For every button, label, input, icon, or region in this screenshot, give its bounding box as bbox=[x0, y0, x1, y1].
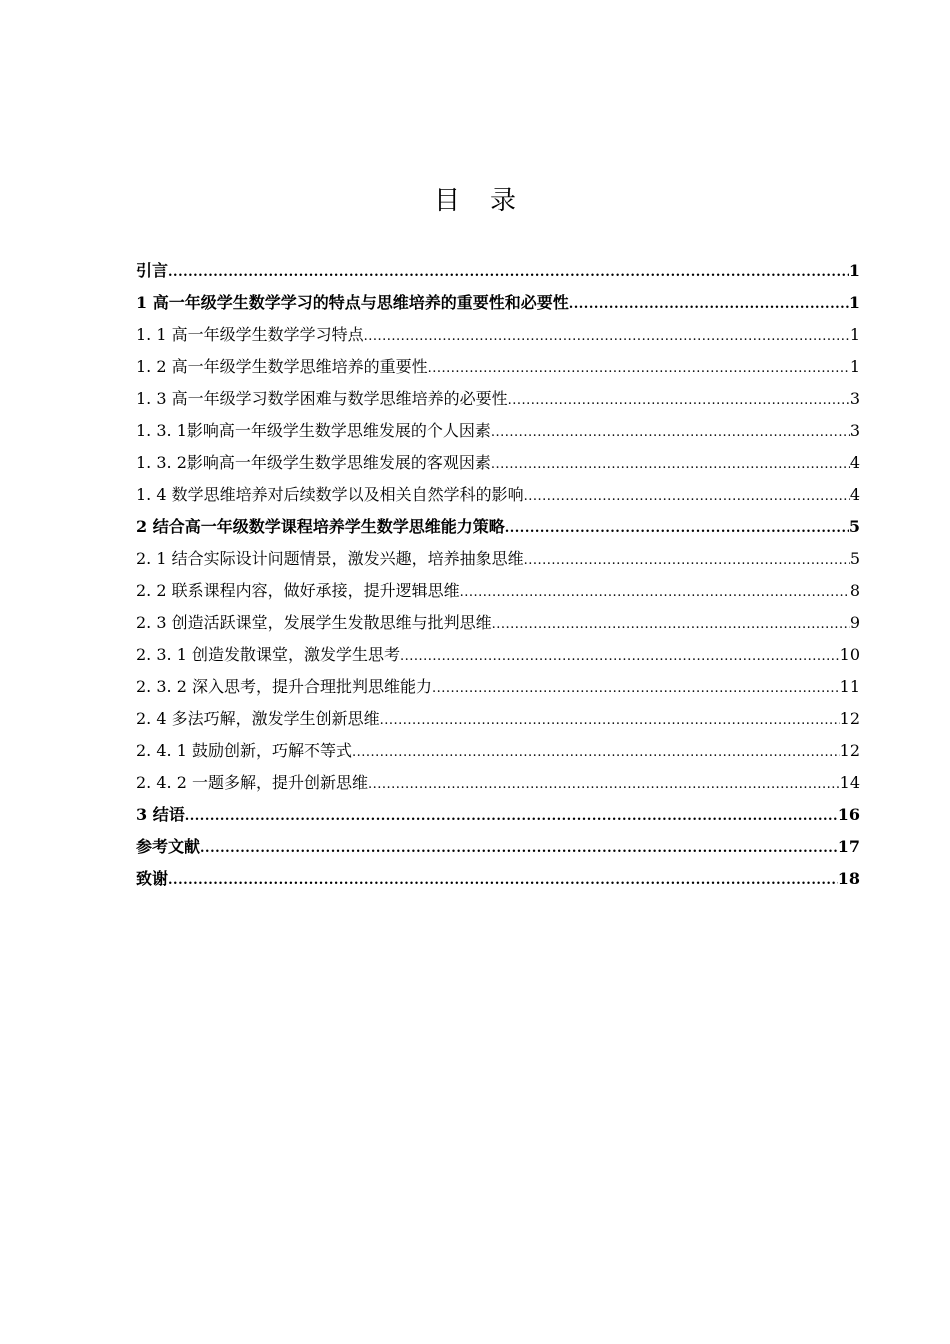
toc-entry[interactable] bbox=[136, 767, 860, 799]
toc-entry[interactable] bbox=[136, 383, 860, 415]
toc-entry[interactable] bbox=[136, 735, 860, 767]
toc-entry-label: 2. 1 结合实际设计问题情景，激发兴趣，培养抽象思维 bbox=[136, 549, 524, 568]
toc-leader-dots bbox=[460, 575, 850, 609]
toc-entry[interactable] bbox=[136, 415, 860, 447]
toc-entry-page: 1 bbox=[848, 261, 860, 280]
toc-entry-page: 14 bbox=[839, 773, 860, 792]
toc-entry[interactable] bbox=[136, 479, 860, 511]
toc-entry-label: 2. 4. 2 一题多解，提升创新思维 bbox=[136, 773, 368, 792]
toc-entry-label: 1. 3. 2影响高一年级学生数学思维发展的客观因素 bbox=[136, 453, 491, 472]
toc-title-char-1: 目 bbox=[433, 186, 460, 216]
toc-leader-dots bbox=[168, 255, 849, 289]
toc-leader-dots bbox=[505, 511, 849, 545]
toc-entry-label: 2 结合高一年级数学课程培养学生数学思维能力策略 bbox=[136, 517, 505, 536]
toc-entry[interactable] bbox=[136, 703, 860, 735]
toc-entry-page: 12 bbox=[839, 709, 860, 728]
toc-entry-label: 2. 3. 2 深入思考，提升合理批判思维能力 bbox=[136, 677, 432, 696]
toc-leader-dots bbox=[400, 639, 840, 673]
toc-leader-dots bbox=[364, 319, 850, 353]
toc-entry-page: 5 bbox=[848, 517, 860, 536]
toc-entry-label: 致谢 bbox=[136, 869, 169, 888]
toc-title bbox=[0, 183, 950, 219]
toc-entry-page: 1 bbox=[849, 325, 860, 344]
toc-entry-label: 1. 3. 1影响高一年级学生数学思维发展的个人因素 bbox=[136, 421, 491, 440]
toc-leader-dots bbox=[352, 735, 840, 769]
toc-entry-label: 2. 4 多法巧解，激发学生创新思维 bbox=[136, 709, 380, 728]
toc-leader-dots bbox=[368, 767, 840, 801]
toc-entry[interactable] bbox=[136, 863, 860, 895]
toc-title-char-2: 录 bbox=[490, 186, 517, 216]
toc-entry[interactable] bbox=[136, 351, 860, 383]
toc-entry-page: 1 bbox=[849, 357, 860, 376]
toc-entry-label: 1 高一年级学生数学学习的特点与思维培养的重要性和必要性 bbox=[136, 293, 569, 312]
toc-entry[interactable] bbox=[136, 639, 860, 671]
toc-entry-label: 2. 2 联系课程内容，做好承接，提升逻辑思维 bbox=[136, 581, 460, 600]
toc-leader-dots bbox=[185, 799, 838, 833]
toc-entry-label: 1. 3 高一年级学习数学困难与数学思维培养的必要性 bbox=[136, 389, 508, 408]
toc-entry-label: 2. 3 创造活跃课堂，发展学生发散思维与批判思维 bbox=[136, 613, 492, 632]
toc-entry-page: 11 bbox=[839, 677, 860, 696]
toc-leader-dots bbox=[524, 479, 850, 513]
toc-entry[interactable] bbox=[136, 671, 860, 703]
toc-entry-label: 3 结语 bbox=[136, 805, 185, 824]
toc-entry[interactable] bbox=[136, 447, 860, 479]
toc-entry-page: 17 bbox=[837, 837, 860, 856]
toc-entry[interactable] bbox=[136, 255, 860, 287]
toc-entry-page: 3 bbox=[849, 389, 860, 408]
toc-leader-dots bbox=[168, 863, 838, 897]
toc-entry-label: 2. 4. 1 鼓励创新，巧解不等式 bbox=[136, 741, 352, 760]
toc-leader-dots bbox=[524, 543, 850, 577]
toc-entry[interactable] bbox=[136, 319, 860, 351]
toc-entry-label: 参考文献 bbox=[136, 837, 201, 856]
toc-leader-dots bbox=[491, 415, 850, 449]
toc-entry-page: 10 bbox=[839, 645, 860, 664]
toc-entry[interactable] bbox=[136, 831, 860, 863]
toc-entry[interactable] bbox=[136, 575, 860, 607]
toc-entry[interactable] bbox=[136, 511, 860, 543]
toc-entry[interactable] bbox=[136, 799, 860, 831]
toc-entry-label: 1. 1 高一年级学生数学学习特点 bbox=[136, 325, 364, 344]
toc-entry-label: 1. 2 高一年级学生数学思维培养的重要性 bbox=[136, 357, 428, 376]
toc-entry-page: 18 bbox=[837, 869, 860, 888]
toc-leader-dots bbox=[492, 607, 850, 641]
toc-entry-page: 12 bbox=[839, 741, 860, 760]
toc-leader-dots bbox=[428, 351, 850, 385]
toc-leader-dots bbox=[569, 287, 849, 321]
toc-entry-label: 1. 4 数学思维培养对后续数学以及相关自然学科的影响 bbox=[136, 485, 524, 504]
toc-entry-page: 1 bbox=[848, 293, 860, 312]
toc-entry-page: 4 bbox=[849, 485, 860, 504]
toc-leader-dots bbox=[380, 703, 840, 737]
toc-entry[interactable] bbox=[136, 543, 860, 575]
toc-list bbox=[136, 255, 860, 895]
toc-entry-page: 8 bbox=[849, 581, 860, 600]
toc-leader-dots bbox=[491, 447, 850, 481]
toc-entry-page: 9 bbox=[849, 613, 860, 632]
toc-leader-dots bbox=[508, 383, 850, 417]
toc-entry[interactable] bbox=[136, 607, 860, 639]
toc-leader-dots bbox=[200, 831, 838, 865]
toc-leader-dots bbox=[432, 671, 840, 705]
toc-entry-page: 5 bbox=[849, 549, 860, 568]
toc-entry[interactable] bbox=[136, 287, 860, 319]
toc-entry-label: 2. 3. 1 创造发散课堂，激发学生思考 bbox=[136, 645, 400, 664]
toc-entry-page: 16 bbox=[837, 805, 860, 824]
toc-entry-page: 4 bbox=[849, 453, 860, 472]
toc-entry-page: 3 bbox=[849, 421, 860, 440]
toc-entry-label: 引言 bbox=[136, 261, 169, 280]
